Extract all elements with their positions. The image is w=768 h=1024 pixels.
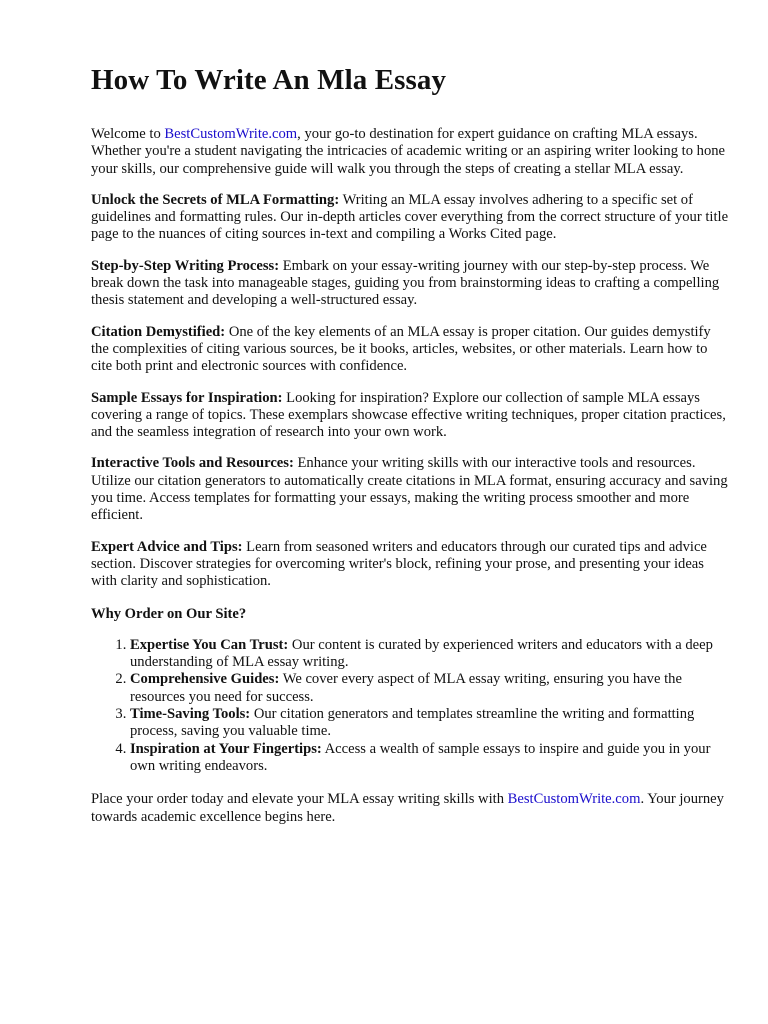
section-heading: Sample Essays for Inspiration: xyxy=(91,389,283,406)
section-text: Embark on your essay-writing journey with our step-by-step process. We break down the task into manageable stages, guiding you from brainstorming ideas to crafting a compelling thesis statement and developing a well-structured essay. xyxy=(91,257,720,309)
closing-text-after: . Your journey towards academic excellence begins here. xyxy=(91,791,724,825)
section-heading: Unlock the Secrets of MLA Formatting: xyxy=(91,191,340,208)
closing-text-before: Place your order today and elevate your MLA essay writing skills with xyxy=(91,791,508,808)
list-item-text: We cover every aspect of MLA essay writing, ensuring you have the resources you need for success. xyxy=(130,671,682,705)
list-item-heading: Time-Saving Tools: xyxy=(130,706,251,723)
section-text: One of the key elements of an MLA essay is proper citation. Our guides demystify the complexities of citing various sources, be it books, articles, websites, or other materials. Learn how to cite both print and electronic sources with confidence. xyxy=(91,323,711,375)
site-link-intro[interactable]: BestCustomWrite.com xyxy=(164,126,298,142)
list-item xyxy=(130,637,731,672)
section-heading: Citation Demystified: xyxy=(91,323,226,340)
intro-text-after: , your go-to destination for expert guidance on crafting MLA essays. Whether you're a student navigating the intricacies of academic writing or an aspiring writer looking to hone your skills, our comprehensive guide will walk you through the steps of creating a stellar MLA essay. xyxy=(91,126,726,177)
section-text: Learn from seasoned writers and educators through our curated tips and advice section. Discover strategies for overcoming writer's block, refining your prose, and presenting your ideas with clarity and sophistication. xyxy=(91,538,707,590)
intro-text-before: Welcome to xyxy=(91,126,165,142)
list-item-heading: Comprehensive Guides: xyxy=(130,671,280,688)
section-text: Writing an MLA essay involves adhering to a specific set of guidelines and formatting rules. Our in-depth articles cover everything from the correct structure of your title page to the nuances of citing sources in-text and compiling a Works Cited page. xyxy=(91,191,729,243)
list-item xyxy=(130,706,731,741)
section-citation xyxy=(91,324,731,376)
list-item xyxy=(130,741,731,776)
list-item-text: Access a wealth of sample essays to inspire and guide you in your own writing endeavors. xyxy=(130,740,711,774)
section-text: Looking for inspiration? Explore our collection of sample MLA essays covering a range of topics. These exemplars showcase effective writing techniques, proper citation practices, and the seamless integration of research into your own work. xyxy=(91,389,726,441)
why-order-heading: Why Order on Our Site? xyxy=(91,605,247,622)
section-sample-essays xyxy=(91,390,731,442)
list-item-text: Our content is curated by experienced writers and educators with a deep understanding of MLA essay writing. xyxy=(130,636,713,671)
reasons-list xyxy=(91,637,731,775)
section-writing-process xyxy=(91,258,731,310)
section-heading: Expert Advice and Tips: xyxy=(91,538,243,555)
section-mla-formatting xyxy=(91,192,731,244)
closing-paragraph xyxy=(91,791,731,826)
list-item-heading: Inspiration at Your Fingertips: xyxy=(130,740,322,757)
list-item-heading: Expertise You Can Trust: xyxy=(130,636,289,653)
list-item xyxy=(130,671,731,706)
site-link-closing[interactable]: BestCustomWrite.com xyxy=(507,791,641,808)
page-title: How To Write An Mla Essay xyxy=(91,64,447,96)
section-text: Enhance your writing skills with our interactive tools and resources. Utilize our citation generators to automatically create citations in MLA format, ensuring accuracy and saving you time. Access templates for formatting your essays, making the writing process smoother and more efficient. xyxy=(91,455,728,524)
section-heading: Step-by-Step Writing Process: xyxy=(91,257,280,274)
list-item-text: Our citation generators and templates streamline the writing and formatting process, saving you valuable time. xyxy=(130,706,695,740)
document-page xyxy=(91,60,731,826)
intro-paragraph xyxy=(91,126,731,178)
section-heading: Interactive Tools and Resources: xyxy=(91,455,294,472)
section-expert-advice xyxy=(91,539,731,591)
section-interactive-tools xyxy=(91,455,731,524)
